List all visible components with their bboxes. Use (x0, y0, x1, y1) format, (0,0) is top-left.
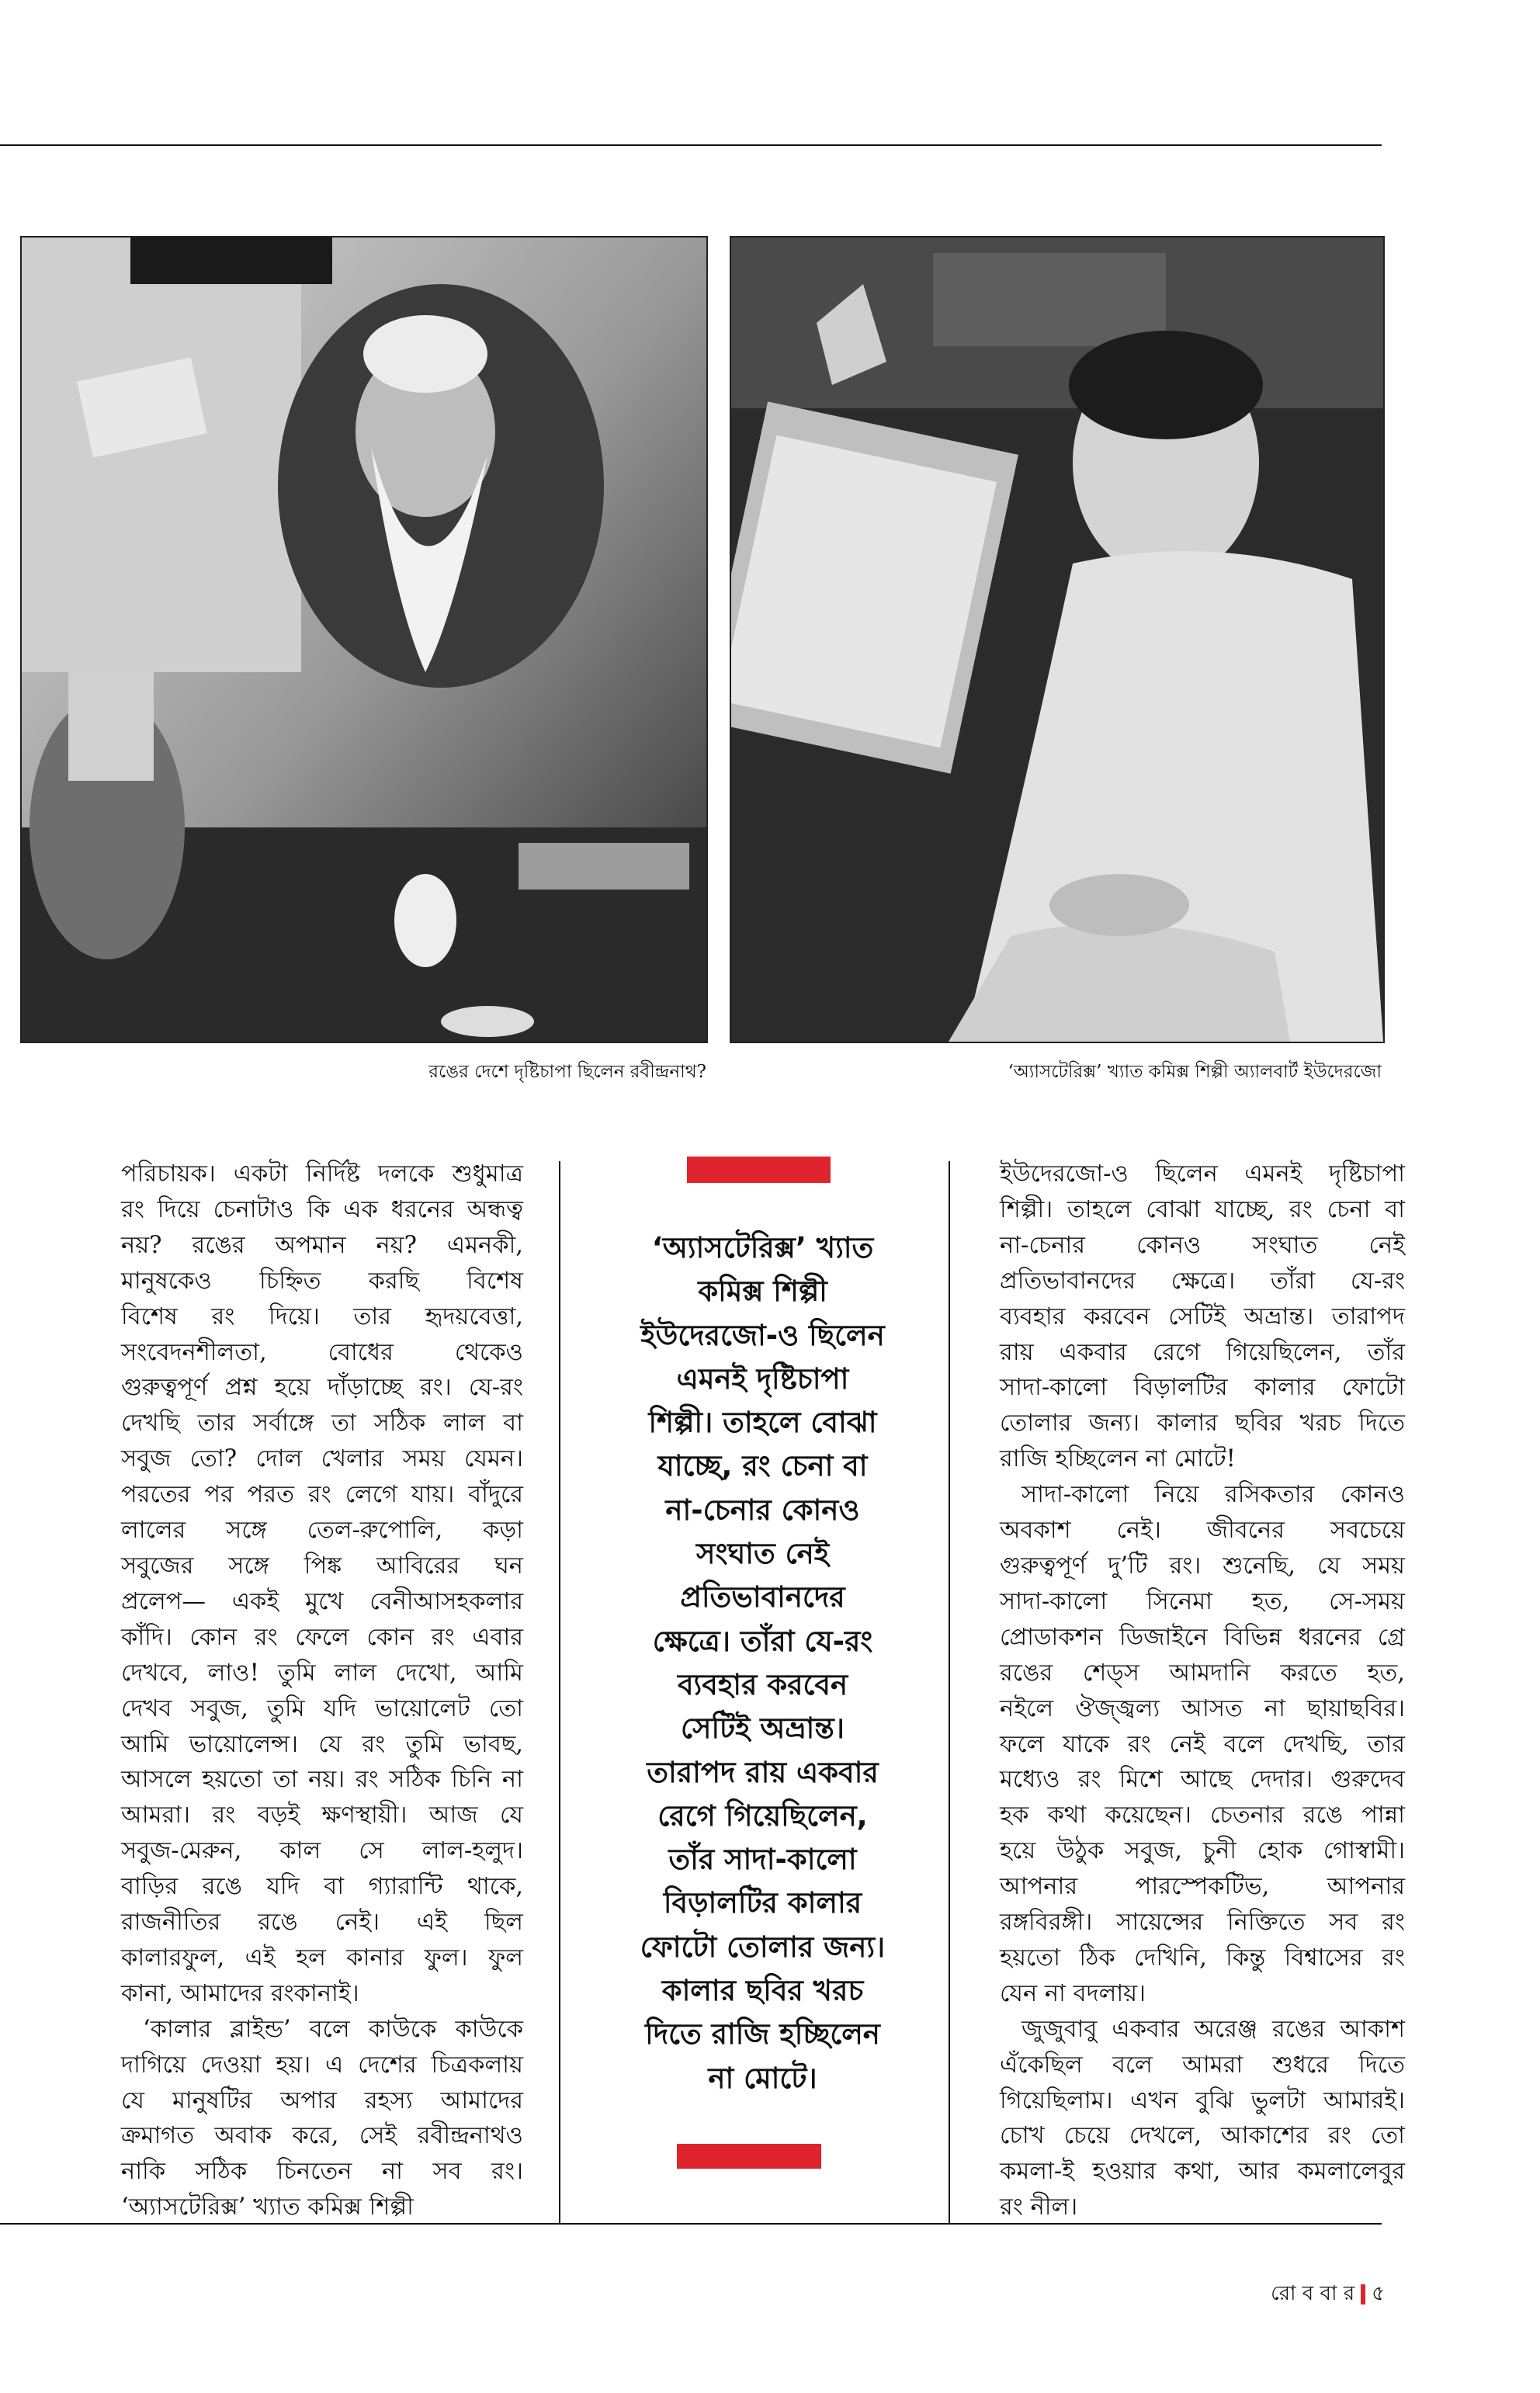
pullquote-line: প্রতিভাবানদের (680, 1580, 845, 1614)
col3-p2-line: হক কথা কয়েছেন। চেতনার রঙে পান্না (1000, 1802, 1405, 1829)
magazine-name: রো ব বা র (1271, 2282, 1355, 2305)
col3-p1-line: শিল্পী। তাহলে বোঝা যাচ্ছে, রং চেনা বা (1000, 1195, 1405, 1223)
col3-p1-line: রাজি হচ্ছিলেন না মোটে! (1000, 1445, 1236, 1473)
col1-p1-line: আসলে হয়তো তা নয়। রং সঠিক চিনি না (121, 1766, 523, 1794)
pullquote-line: যাচ্ছে, রং চেনা বা (657, 1449, 868, 1483)
col3-p2-line: ফলে যাকে রং নেই বলে দেখছি, তার (1000, 1730, 1405, 1758)
pullquote-line: না-চেনার কোনও (665, 1493, 860, 1527)
pullquote-line: রেগে গিয়েছিলেন, (657, 1798, 868, 1833)
column-divider-right (949, 1161, 950, 2223)
pullquote-line: না মোটে। (708, 2061, 817, 2095)
col3-p3-line: কমলা-ই হওয়ার কথা, আর কমলালেবুর (1000, 2158, 1405, 2186)
col3-p3-line: জুজুবাবু একবার অরেঞ্জ রঙের আকাশ (1021, 2015, 1405, 2043)
col1-p1-line: বিশেষ রং দিয়ে। তার হৃদয়বেত্তা, (121, 1302, 523, 1330)
col1-paragraph-1 (121, 1157, 523, 2012)
pullquote-line: বিড়ালটির কালার (663, 1886, 862, 1920)
pullquote-line: ক্ষেত্রে। তাঁরা যে-রং (652, 1624, 873, 1658)
col1-p2-line: ‘অ্যাসটেরিক্স’ খ্যাত কমিক্স শিল্পী (121, 2194, 414, 2221)
col3-p2-line: সাদা-কালো সিনেমা হত, সে-সময় (1000, 1587, 1405, 1615)
col1-p2-line: নাকি সঠিক চিনতেন না সব রং। (121, 2158, 523, 2186)
photo-rabindranath (20, 236, 708, 1043)
col3-p2-line: সাদা-কালো নিয়ে রসিকতার কোনও (1021, 1481, 1405, 1509)
col3-p3-line: গিয়েছিলাম। এখন বুঝি ভুলটা আমারই। (1000, 2086, 1405, 2114)
col1-p1-line: সংবেদনশীলতা, বোধের থেকেও (121, 1338, 523, 1366)
pullquote-top-bar (687, 1157, 831, 1183)
col1-p1-line: রং দিয়ে চেনাটাও কি এক ধরনের অন্ধত্ব (121, 1195, 523, 1223)
col3-paragraph-1 (1000, 1157, 1405, 1477)
col3-p2-line: হয়ে উঠুক সবুজ, চুনী হোক গোস্বামী। (1000, 1837, 1405, 1865)
photo-left-caption: রঙের দেশে দৃষ্টিচাপা ছিলেন রবীন্দ্রনাথ? (428, 1062, 706, 1082)
col3-p2-line: রঙ্গবিরঙ্গী। সায়েন্সের নিক্তিতে সব রং (1000, 1909, 1405, 1937)
article-column-3 (1000, 1157, 1405, 2225)
column-divider-left (559, 1161, 560, 2223)
col3-p3-line: রং নীল। (1000, 2194, 1078, 2221)
col3-p1-line: ব্যবহার করবেন সেটিই অভ্রান্ত। তারাপদ (1000, 1302, 1405, 1330)
pullquote (590, 1226, 935, 2100)
col3-p1-line: সাদা-কালো বিড়ালটির কালার ফোটো (1000, 1374, 1405, 1402)
folio-separator-bar (1361, 2284, 1365, 2305)
col3-p3-line: এঁকেছিল বলে আমরা শুধরে দিতে (1000, 2051, 1405, 2079)
col1-p1-line: সবুজের সঙ্গে পিঙ্ক আবিরের ঘন (121, 1552, 523, 1580)
col1-p1-line: লালের সঙ্গে তেল-রুপোলি, কড়া (121, 1517, 523, 1545)
col1-p1-line: কানা, আমাদের রংকানাই। (121, 1979, 359, 2007)
col1-p1-line: নয়? রঙের অপমান নয়? এমনকী, (121, 1231, 523, 1259)
col3-paragraph-3 (1000, 2012, 1405, 2225)
pullquote-line: তাঁর সাদা-কালো (668, 1843, 857, 1877)
col3-p1-line: ইউদেরজো-ও ছিলেন এমনই দৃষ্টিচাপা (1000, 1160, 1405, 1188)
col1-p1-line: বাড়ির রঙে যদি বা গ্যারান্টি থাকে, (121, 1873, 523, 1901)
col3-p2-line: যেন না বদলায়। (1000, 1979, 1146, 2007)
pullquote-bottom-bar (677, 2144, 821, 2169)
col3-p2-line: অবকাশ নেই। জীবনের সবচেয়ে (1000, 1517, 1405, 1545)
col1-p1-line: দেখবে, লাও! তুমি লাল দেখো, আমি (121, 1659, 523, 1687)
col1-p1-line: মানুষকেও চিহ্নিত করছি বিশেষ (121, 1267, 523, 1295)
col1-paragraph-2 (121, 2012, 523, 2225)
col1-p1-line: সবুজ-মেরুন, কাল সে লাল-হলুদ। (121, 1837, 523, 1865)
pullquote-line: সেটিই অভ্রান্ত। (680, 1712, 845, 1746)
col3-paragraph-2 (1000, 1477, 1405, 2012)
page-number: ৫ (1372, 2282, 1385, 2305)
pullquote-line: ব্যবহার করবেন (677, 1667, 848, 1701)
col3-p3-line: চোখ চেয়ে দেখলে, আকাশের রং তো (1000, 2122, 1405, 2150)
col3-p2-line: রঙের শেড্‌স আমদানি করতে হত, (1000, 1659, 1405, 1687)
col3-p2-line: আপনার পারস্পেকটিভ, আপনার (1000, 1873, 1405, 1901)
col3-p2-line: গুরুত্বপূর্ণ দু’টি রং। শুনেছি, যে সময় (1000, 1552, 1405, 1580)
col1-p1-line: গুরুত্বপূর্ণ প্রশ্ন হয়ে দাঁড়াচ্ছে রং। যে-রং (121, 1374, 523, 1402)
pullquote-line: দিতে রাজি হচ্ছিলেন (645, 2017, 880, 2051)
top-rule (0, 144, 1382, 146)
pullquote-line: এমনই দৃষ্টিচাপা (676, 1361, 849, 1396)
col3-p1-line: প্রতিভাবানদের ক্ষেত্রে। তাঁরা যে-রং (1000, 1267, 1405, 1295)
pullquote-line: সংঘাত নেই (696, 1537, 829, 1571)
col1-p2-line: ‘কালার ব্লাইন্ড’ বলে কাউকে কাউকে (143, 2015, 523, 2043)
pullquote-line: তারাপদ রায় একবার (647, 1755, 879, 1789)
col1-p1-line: আমরা। রং বড়ই ক্ষণস্থায়ী। আজ যে (121, 1802, 523, 1829)
pullquote-line: কালার ছবির খরচ (661, 1974, 864, 2008)
pullquote-line: শিল্পী। তাহলে বোঝা (648, 1406, 877, 1440)
col1-p2-line: দাগিয়ে দেওয়া হয়। এ দেশের চিত্রকলায় (121, 2051, 523, 2079)
col3-p2-line: প্রোডাকশন ডিজাইনে বিভিন্ন ধরনের গ্রে (1000, 1623, 1405, 1651)
col1-p1-line: প্রলেপ— একই মুখে বেনীআসহকলার (121, 1587, 523, 1615)
col1-p1-line: পরিচায়ক। একটা নির্দিষ্ট দলকে শুধুমাত্র (121, 1160, 523, 1188)
pullquote-line: ফোটো তোলার জন্য। (640, 1930, 886, 1964)
bottom-rule (0, 2223, 1382, 2225)
article-column-1 (121, 1157, 523, 2225)
photo-right-caption: ‘অ্যাসটেরিক্স’ খ্যাত কমিক্স শিল্পী অ্যালবার্ট ইউদেরজো (1008, 1062, 1382, 1082)
col3-p1-line: না-চেনার কোনও সংঘাত নেই (1000, 1231, 1405, 1259)
pullquote-line: ইউদেরজো-ও ছিলেন (640, 1318, 885, 1352)
col1-p1-line: রাজনীতির রঙে নেই। এই ছিল (121, 1909, 523, 1937)
col3-p2-line: নইলে ঔজ্জ্বল্য আসত না ছায়াছবির। (1000, 1694, 1405, 1722)
col3-p2-line: হয়তো ঠিক দেখিনি, কিন্তু বিশ্বাসের রং (1000, 1944, 1405, 1972)
col1-p1-line: সবুজ তো? দোল খেলার সময় যেমন। (121, 1445, 523, 1473)
col1-p1-line: দেখব সবুজ, তুমি যদি ভায়োলেট তো (121, 1694, 523, 1722)
col1-p1-line: পরতের পর পরত রং লেগে যায়। বাঁদুরে (121, 1481, 523, 1509)
col3-p2-line: মধ্যেও রং মিশে আছে দেদার। গুরুদেব (1000, 1766, 1405, 1794)
page-folio (1271, 2277, 1385, 2311)
photo-uderzo (730, 236, 1385, 1043)
col3-p1-line: রায় একবার রেগে গিয়েছিলেন, তাঁর (1000, 1338, 1405, 1366)
pullquote-line: ‘অ্যাসটেরিক্স’ খ্যাত (651, 1231, 874, 1264)
photo-rabindranath-image (22, 238, 706, 1042)
col1-p1-line: কালারফুল, এই হল কানার ফুল। ফুল (121, 1944, 523, 1972)
photo-uderzo-image (731, 238, 1383, 1042)
col1-p2-line: ক্রমাগত অবাক করে, সেই রবীন্দ্রনাথও (121, 2122, 523, 2150)
col3-p1-line: তোলার জন্য। কালার ছবির খরচ দিতে (1000, 1410, 1405, 1438)
col1-p2-line: যে মানুষটির অপার রহস্য আমাদের (121, 2086, 523, 2114)
col1-p1-line: দেখছি তার সর্বাঙ্গে তা সঠিক লাল বা (121, 1410, 523, 1438)
pullquote-line: কমিক্স শিল্পী (698, 1275, 827, 1309)
col1-p1-line: আমি ভায়োলেন্স। যে রং তুমি ভাবছ, (121, 1730, 523, 1758)
col1-p1-line: কাঁদি। কোন রং ফেলে কোন রং এবার (121, 1623, 523, 1651)
